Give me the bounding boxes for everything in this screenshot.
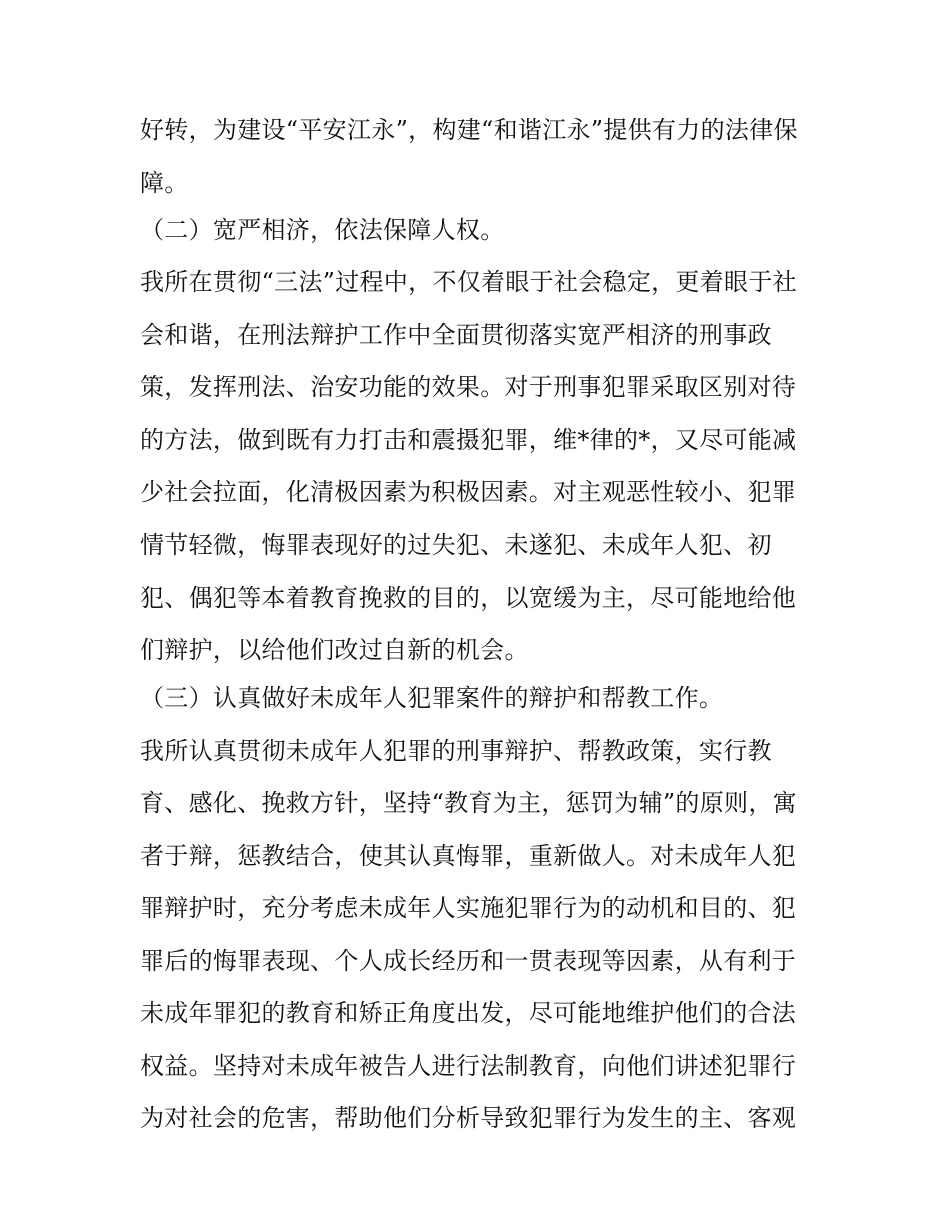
text-line-5: 会和谐，在刑法辩护工作中全面贯彻落实宽严相济的刑事政 [140, 321, 772, 349]
text-line-13: 我所认真贯彻未成年人犯罪的刑事辩护、帮教政策，实行教 [140, 737, 772, 765]
text-line-18: 未成年罪犯的教育和矫正角度出发，尽可能地维护他们的合法 [140, 999, 797, 1027]
text-line-19: 权益。坚持对未成年被告人进行法制教育，向他们讲述犯罪行 [140, 1052, 797, 1080]
section-heading-3: （三）认真做好未成年人犯罪案件的辩护和帮教工作。 [140, 684, 724, 712]
text-line-14: 育、感化、挽救方针，坚持“教育为主，惩罚为辅”的原则，寓 [140, 789, 797, 817]
text-line-8: 少社会拉面，化清极因素为积极因素。对主观恶性较小、犯罪 [140, 478, 797, 506]
text-line-17: 罪后的悔罪表现、个人成长经历和一贯表现等因素，从有利于 [140, 947, 797, 975]
text-line-1: 好转，为建设“平安江永”，构建“和谐江永”提供有力的法律保 [140, 116, 798, 144]
text-line-16: 罪辩护时，充分考虑未成年人实施犯罪行为的动机和目的、犯 [140, 894, 797, 922]
text-line-7: 的方法，做到既有力打击和震摄犯罪，维*律的*，又尽可能减 [140, 426, 797, 454]
text-line-2: 障。 [140, 169, 189, 197]
section-heading-2: （二）宽严相济，依法保障人权。 [140, 216, 505, 244]
text-line-4: 我所在贯彻“三法”过程中，不仅着眼于社会稳定，更着眼于社 [140, 268, 797, 296]
text-line-6: 策，发挥刑法、治安功能的效果。对于刑事犯罪采取区别对待 [140, 373, 797, 401]
text-line-9: 情节轻微，悔罪表现好的过失犯、未遂犯、未成年人犯、初 [140, 531, 772, 559]
text-line-10: 犯、偶犯等本着教育挽救的目的，以宽缓为主，尽可能地给他 [140, 584, 797, 612]
text-line-11: 们辩护，以给他们改过自新的机会。 [140, 636, 529, 664]
text-line-20: 为对社会的危害，帮助他们分析导致犯罪行为发生的主、客观 [140, 1104, 797, 1132]
text-line-15: 者于辩，惩教结合，使其认真悔罪，重新做人。对未成年人犯 [140, 842, 797, 870]
